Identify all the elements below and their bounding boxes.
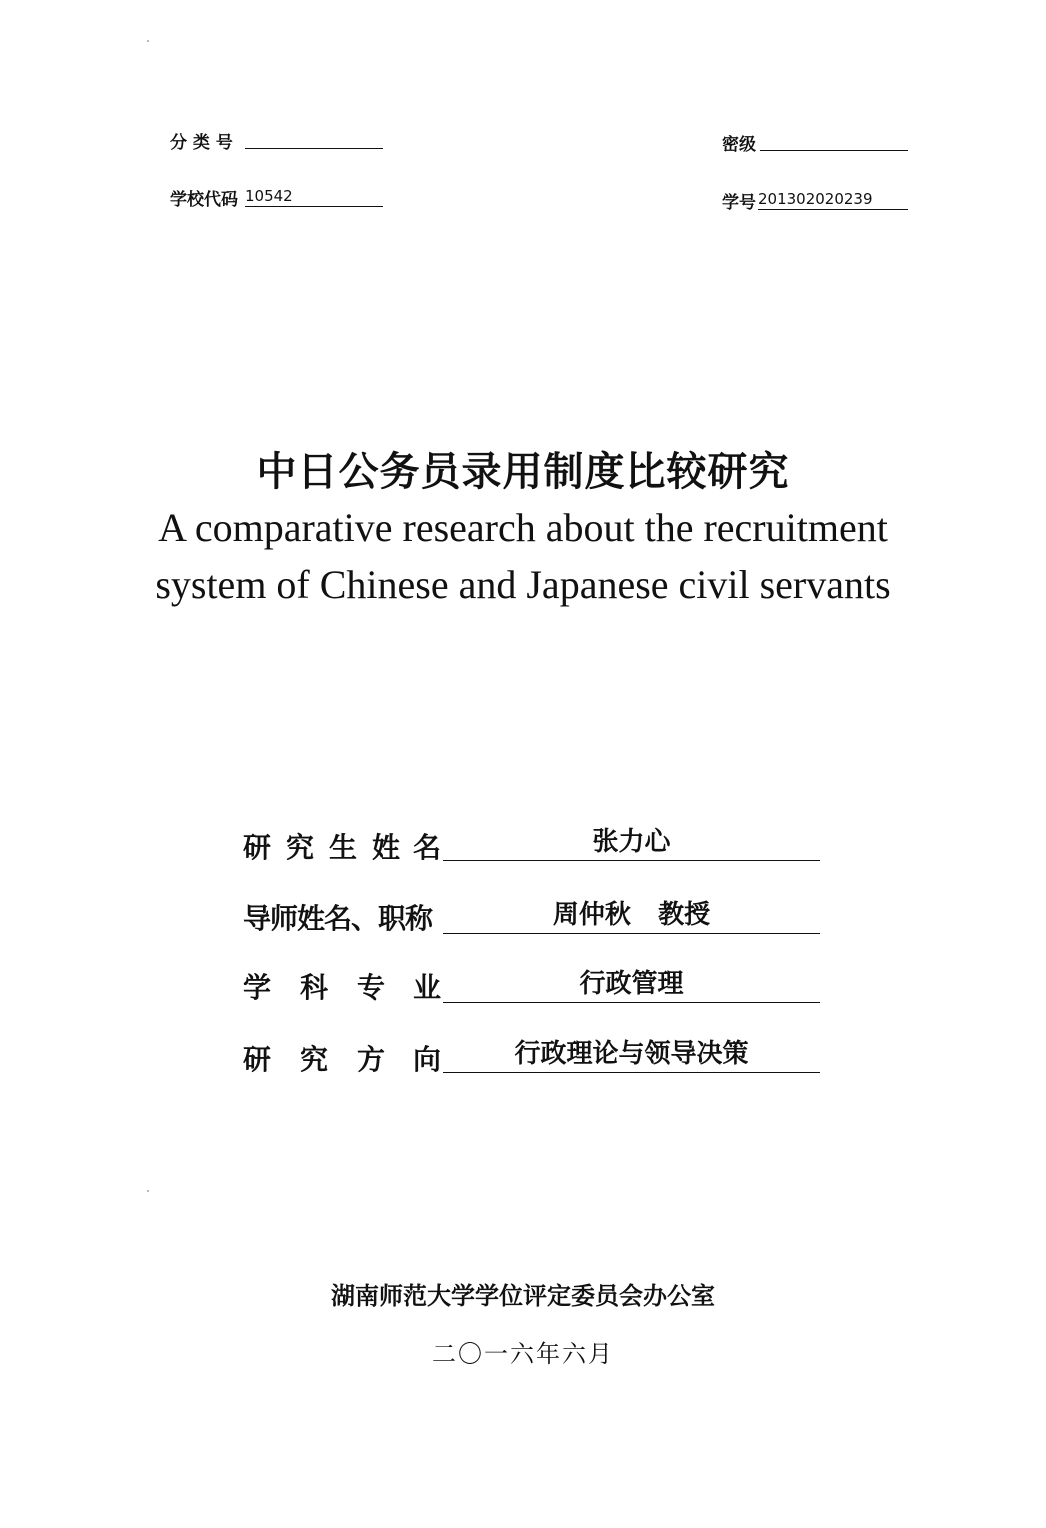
student-id-label: 学号 bbox=[722, 193, 756, 213]
student-id-value: 201302020239 bbox=[758, 189, 908, 210]
advisor-label: 导师姓名、职称 bbox=[243, 902, 433, 935]
title-english-line2: system of Chinese and Japanese civil servants bbox=[155, 562, 891, 607]
advisor-value: 周仲秋 教授 bbox=[443, 897, 820, 934]
scan-speck bbox=[147, 40, 149, 42]
scan-speck bbox=[147, 1190, 149, 1192]
secret-level-value bbox=[760, 130, 908, 151]
classification-label: 分 类 号 bbox=[170, 133, 233, 153]
title-english-line1: A comparative research about the recruitment bbox=[158, 505, 888, 550]
date: 二〇一六年六月 bbox=[432, 1340, 614, 1368]
committee-office: 湖南师范大学学位评定委员会办公室 bbox=[331, 1281, 715, 1310]
classification-value bbox=[245, 128, 383, 149]
student-name-value: 张力心 bbox=[443, 824, 820, 861]
secret-level-label: 密级 bbox=[722, 135, 756, 155]
research-direction-value: 行政理论与领导决策 bbox=[443, 1036, 820, 1073]
major-value: 行政管理 bbox=[443, 966, 820, 1003]
student-name-label: 研 究 生 姓 名 bbox=[243, 831, 442, 864]
research-direction-label: 研 究 方 向 bbox=[243, 1043, 442, 1076]
school-code-value: 10542 bbox=[245, 186, 383, 207]
major-label: 学 科 专 业 bbox=[243, 971, 442, 1004]
school-code-label: 学校代码 bbox=[170, 190, 238, 210]
title-chinese: 中日公务员录用制度比较研究 bbox=[256, 449, 790, 495]
